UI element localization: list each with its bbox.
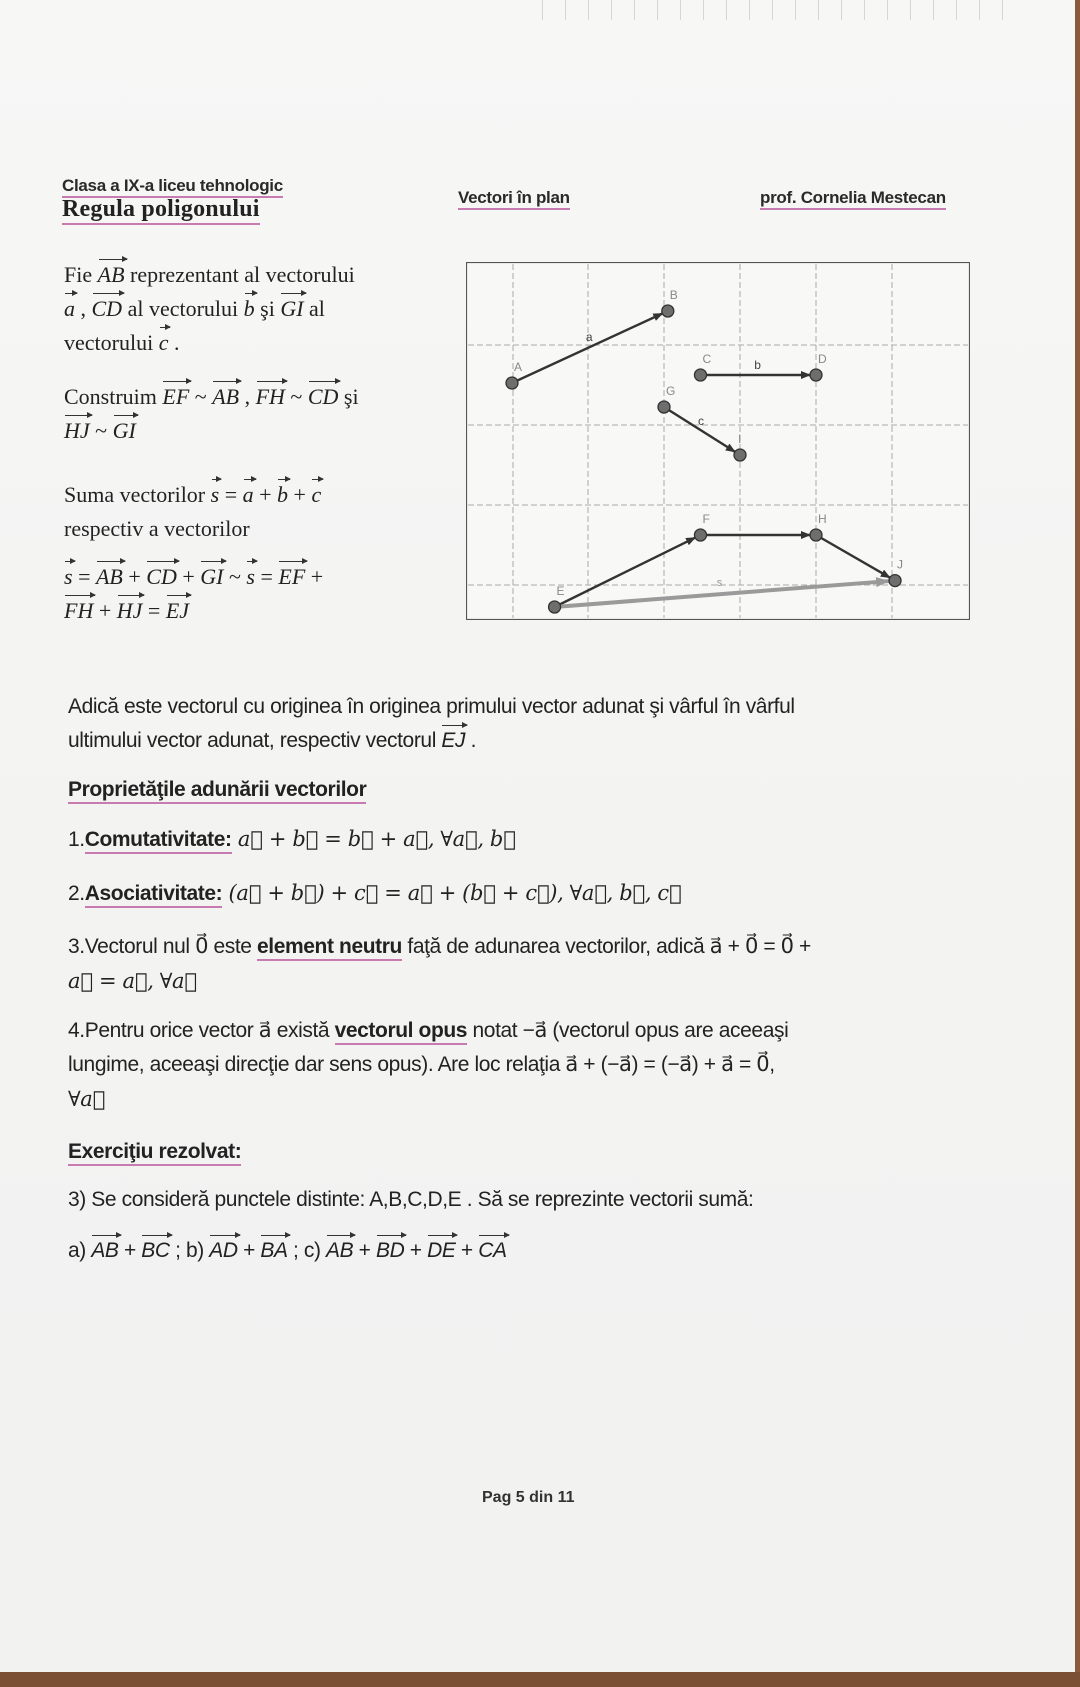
vector-hj: HJ [117,594,143,628]
vector-ej: EJ [166,594,189,628]
vector-s: s [64,560,73,594]
text: lungime, aceeaşi direcţie dar sens opus). Are loc relaţia a⃗ + (−a⃗) = (−a⃗) + a⃗ = 0⃗, [68,1053,775,1076]
class-label: Clasa a IX-a liceu tehnologic [62,176,283,198]
plus: + [455,1239,479,1262]
plus: + [237,1239,261,1262]
vector-gi: GI [200,560,223,594]
vector-c: c [311,478,321,512]
equals: = [72,564,96,589]
vector-ba: BA [260,1234,287,1268]
sum-paragraph: Suma vectorilor s = a + b + c respectiv a vectorilor s = AB + CD + GI ~ s = EF + FH + HJ = EJ [64,478,464,628]
emphasis: element neutru [257,935,402,961]
property-3 [68,930,1028,998]
vector-diagram [466,262,970,620]
header-topic [458,188,570,208]
point-label-I: I [738,432,742,446]
properties-title-text: Proprietăţile adunării vectorilor [68,778,366,804]
text: vectorului [64,330,159,355]
vector-c: c [159,326,169,360]
vector-gi: GI [280,292,303,326]
plus: + [118,1239,142,1262]
text: şi [338,384,359,409]
item-label: a) [68,1239,92,1262]
sim-sign: ~ [89,418,113,443]
property-1 [68,822,968,857]
vector-hj: HJ [64,414,90,448]
text: . [465,729,477,752]
exercise-statement: 3) Se consideră punctele distinte: A,B,C,D,E . Să se reprezinte vectorii sumă: [68,1188,754,1211]
point-label-G: G [666,384,676,398]
text: respectiv a vectorilor [64,516,250,541]
vector-gi: GI [113,414,136,448]
explanation-paragraph [68,690,1008,758]
property-4 [68,1014,1028,1116]
text: 4.Pentru orice vector a⃗ există [68,1019,335,1042]
text: al vectorului [122,296,244,321]
point-label-D: D [818,352,827,366]
vector-bd: BD [376,1234,404,1268]
vector-fh: FH [256,380,285,414]
equals: = [254,564,279,589]
sim-sign: ~ [189,384,213,409]
vector-label-b: b [754,358,761,372]
header-class [62,176,283,196]
point-label-H: H [818,512,827,526]
vector-bc: BC [141,1234,169,1268]
equals: = [142,598,166,623]
vector-ab: AB [91,1234,118,1268]
plus: + [288,482,312,507]
vector-ef: EF [162,380,189,414]
vector-cd: CD [308,380,339,414]
plus: + [253,482,278,507]
formula: (a⃗ + b⃗) + c⃗ = a⃗ + (b⃗ + c⃗), ∀a⃗, b⃗, c⃗ [222,881,682,905]
properties-title [68,773,366,807]
text: al [303,296,325,321]
point-label-E: E [556,584,565,598]
vector-ca: CA [478,1234,506,1268]
property-name: Asociativitate: [85,882,223,908]
point-D [810,369,822,381]
point-B [662,305,674,317]
vector-s: s [211,478,220,512]
formula: a⃗ = a⃗, ∀a⃗ [68,969,197,993]
emphasis: vectorul opus [335,1019,468,1045]
ruler-shadow [520,0,1020,20]
section-title [62,196,260,223]
intro-paragraph [64,258,454,360]
exercise-title-text: Exerciţiu rezolvat: [68,1140,241,1166]
plus: + [93,598,117,623]
vector-a: a [243,478,254,512]
point-J [889,575,901,587]
point-label-F: F [702,512,710,526]
page-number: Pag 5 din 11 [482,1489,575,1506]
text: Fie [64,262,98,287]
plus: + [404,1239,428,1262]
plus: + [176,564,201,589]
vector-ab: AB [212,380,239,414]
num: 1. [68,828,85,851]
plus: + [353,1239,376,1262]
text: , [239,384,256,409]
point-C [694,369,706,381]
point-label-B: B [669,288,678,302]
point-A [506,377,518,389]
vector-ef: EF [278,560,305,594]
num: 2. [68,882,85,905]
vector-ab: AB [98,258,125,292]
author-label: prof. Cornelia Mestecan [760,188,946,210]
point-label-C: C [702,352,712,366]
item-label: ; c) [287,1239,327,1262]
formula: ∀a⃗ [68,1087,105,1111]
vector-ej: EJ [441,724,465,758]
text: reprezentant al vectorului [124,262,355,287]
text: ultimului vector adunat, respectiv vectorul [68,729,442,752]
vector-de: DE [427,1234,455,1268]
formula: a⃗ + b⃗ = b⃗ + a⃗, ∀a⃗, b⃗ [231,827,516,851]
explanation-line-1: Adică este vectorul cu originea în originea primului vector adunat şi vârful în vârful [68,695,795,718]
sim-sign: ~ [284,384,308,409]
topic-label: Vectori în plan [458,188,570,210]
vector-cd: CD [146,560,177,594]
point-label-J: J [897,557,904,572]
vector-ab: AB [96,560,123,594]
text: 3.Vectorul nul 0⃗ este [68,935,258,958]
plus: + [122,564,147,589]
exercise-title [68,1135,241,1169]
vector-ab: AB [326,1234,353,1268]
text: faţă de adunarea vectorilor, adică a⃗ + 0⃗ = 0⃗ + [401,935,811,958]
plus: + [305,564,324,589]
desk-edge-bottom [0,1672,1080,1687]
desk-edge-right [1075,0,1080,1687]
text: , [75,296,92,321]
header-author [760,188,946,208]
vector-b: b [277,478,288,512]
text: . [168,330,180,355]
item-label: ; b) [169,1239,210,1262]
vector-label-s: s [716,576,723,589]
point-F [694,529,706,541]
vector-fh: FH [64,594,93,628]
vector-ad: AD [209,1234,237,1268]
property-name: Comutativitate: [85,828,232,854]
vector-cd: CD [92,292,123,326]
exercise-items [68,1234,968,1268]
vector-s: s [246,560,255,594]
text: Construim [64,384,163,409]
point-label-A: A [514,360,523,374]
vector-label-c: c [698,414,704,428]
point-I [734,449,746,461]
section-title-text: Regula poligonului [62,196,260,225]
point-H [810,529,822,541]
text: notat −a⃗ (vectorul opus are aceeaşi [467,1019,789,1042]
text: şi [254,296,281,321]
point-G [658,401,670,413]
vector-b: b [244,292,255,326]
construct-paragraph [64,380,464,448]
property-2 [68,876,968,911]
text: Suma vectorilor [64,482,211,507]
point-E [549,601,561,613]
vector-label-a: a [585,330,593,344]
equals: = [219,482,243,507]
vector-a: a [64,292,75,326]
